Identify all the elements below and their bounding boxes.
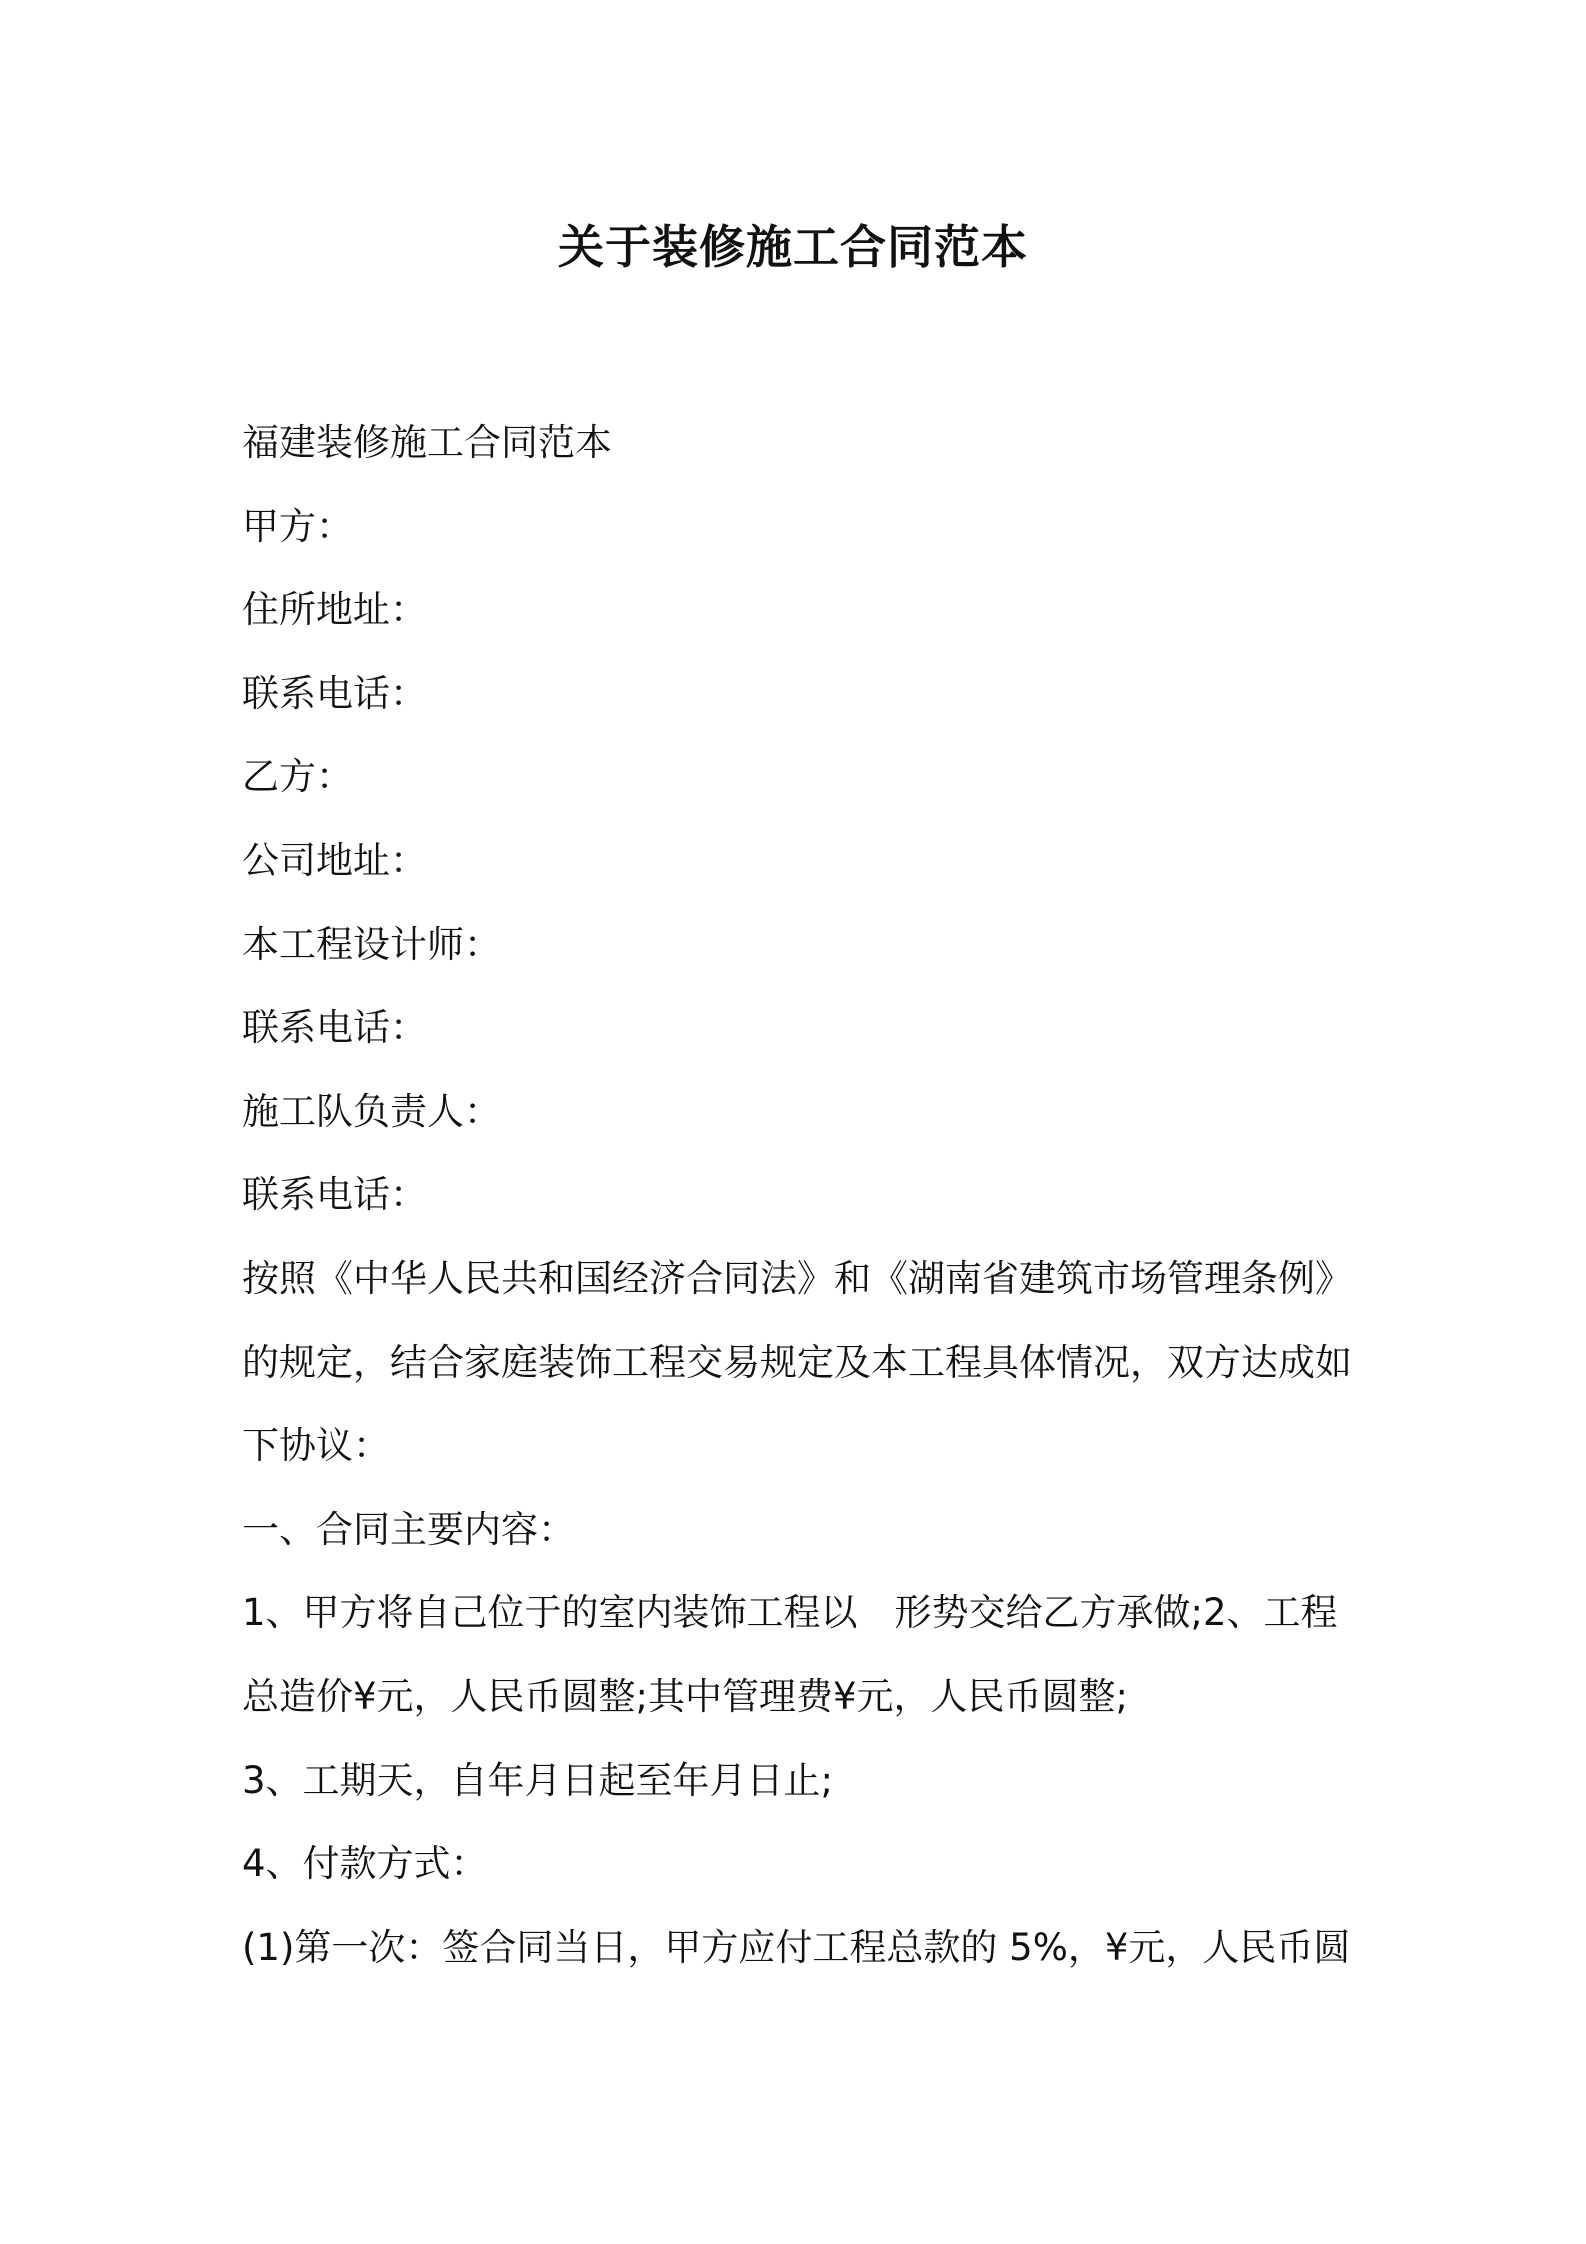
- body-line-company-address: 公司地址：: [242, 838, 427, 882]
- body-line-preamble-2: 的规定，结合家庭装饰工程交易规定及本工程具体情况，双方达成如: [242, 1340, 1352, 1384]
- document-title: 关于装修施工合同范本: [558, 220, 1028, 274]
- clause-line-4: 4、付款方式：: [242, 1842, 488, 1886]
- body-line-preamble-1: 按照《中华人民共和国经济合同法》和《湖南省建筑市场管理条例》: [242, 1256, 1352, 1300]
- body-line-team-leader: 施工队负责人：: [242, 1089, 501, 1133]
- clause-line-5: (1)第一次：签合同当日，甲方应付工程总款的 5%，¥元，人民币圆: [242, 1925, 1351, 1969]
- body-line-designer: 本工程设计师：: [242, 922, 501, 966]
- body-line-party-b: 乙方：: [242, 755, 353, 799]
- body-line-party-a-phone: 联系电话：: [242, 671, 427, 715]
- clause-line-3: 3、工期天，自年月日起至年月日止;: [242, 1758, 834, 1802]
- clause-line-2: 总造价¥元，人民币圆整;其中管理费¥元，人民币圆整;: [242, 1674, 1129, 1718]
- body-line-team-leader-phone: 联系电话：: [242, 1173, 427, 1217]
- body-line-preamble-3: 下协议：: [242, 1424, 390, 1468]
- body-line-subtitle: 福建装修施工合同范本: [242, 421, 612, 464]
- body-line-party-a-address: 住所地址：: [242, 588, 427, 632]
- clause-line-1: 1、甲方将自己位于的室内装饰工程以 形势交给乙方承做;2、工程: [242, 1591, 1338, 1635]
- document-body: [242, 401, 1362, 1989]
- section-heading-main-content: 一、合同主要内容：: [242, 1507, 575, 1551]
- body-line-party-a: 甲方：: [242, 504, 353, 548]
- body-line-designer-phone: 联系电话：: [242, 1006, 427, 1050]
